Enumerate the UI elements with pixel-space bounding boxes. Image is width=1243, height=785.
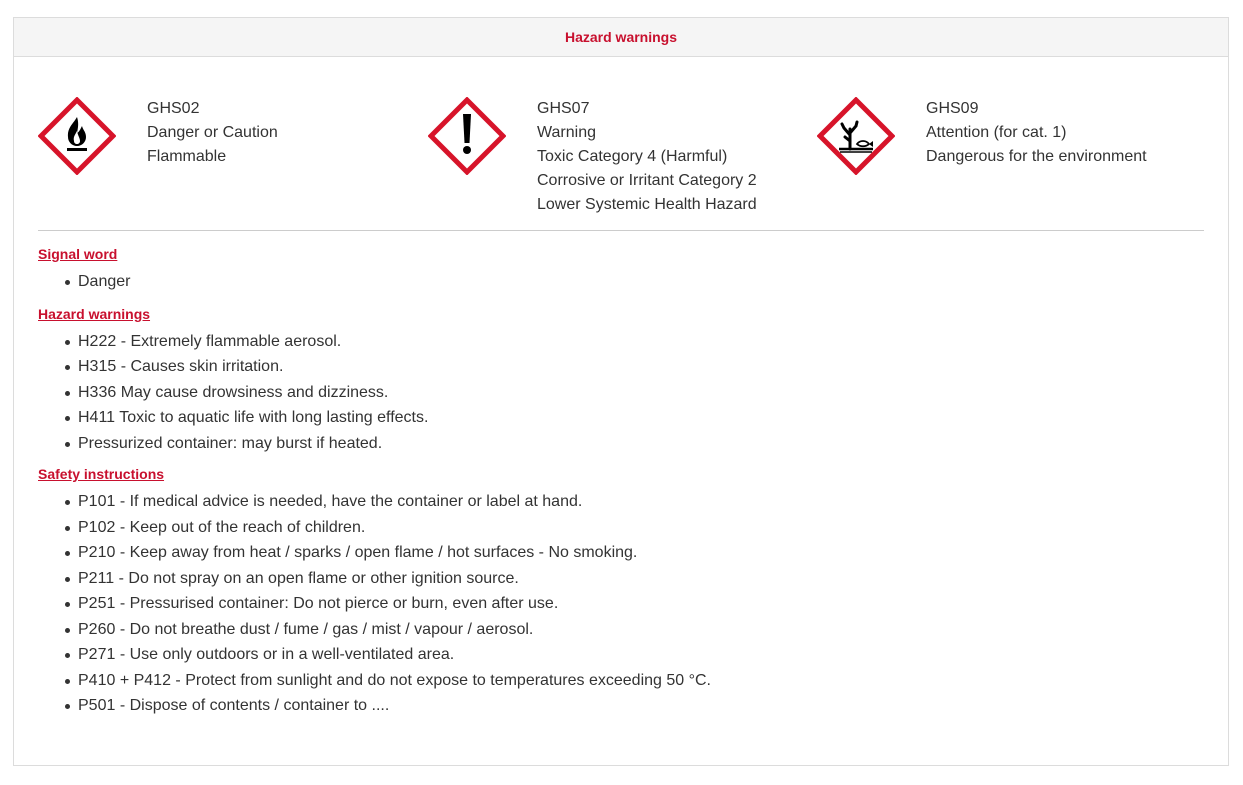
list-item: P251 - Pressurised container: Do not pierce or burn, even after use. [64,591,1204,617]
pictogram-code: GHS09 [926,100,979,117]
list-item: H222 - Extremely flammable aerosol. [64,329,1204,355]
list-item: H411 Toxic to aquatic life with long lasting effects. [64,405,1204,431]
list-item: P410 + P412 - Protect from sunlight and do not expose to temperatures exceeding 50 °C. [64,668,1204,694]
hazard-warnings-list [38,329,1204,457]
list-item: H336 May cause drowsiness and dizziness. [64,380,1204,406]
hazard-warnings-title: Hazard warnings [38,305,151,322]
safety-instructions-title: Safety instructions [38,466,165,482]
list-item: P101 - If medical advice is needed, have the container or label at hand. [64,489,1204,515]
hazard-panel [13,17,1229,766]
exclamation-mark-icon [428,97,506,175]
pictogram-line: Dangerous for the environment [926,148,1147,165]
list-item: P271 - Use only outdoors or in a well-ventilated area. [64,642,1204,668]
pictogram-code: GHS02 [147,100,200,117]
pictogram-line: Danger or Caution [147,124,278,141]
list-item: P260 - Do not breathe dust / fume / gas / mist / vapour / aerosol. [64,617,1204,643]
signal-word-title: Signal word [38,246,118,262]
flame-icon [38,97,116,175]
list-item: P102 - Keep out of the reach of children. [64,515,1204,541]
list-item: Pressurized container: may burst if heated. [64,431,1204,457]
signal-word-list [38,269,1204,295]
pictogram-text [926,97,1196,169]
signal-word-section [38,245,1204,295]
pictogram-line: Attention (for cat. 1) [926,124,1067,141]
pictogram-code: GHS07 [537,100,590,117]
safety-instructions-list [38,489,1204,719]
pictogram-line: Toxic Category 4 (Harmful) [537,148,728,165]
list-item: P210 - Keep away from heat / sparks / open flame / hot surfaces - No smoking. [64,540,1204,566]
environment-icon [817,97,895,175]
list-item: P211 - Do not spray on an open flame or other ignition source. [64,566,1204,592]
list-item: P501 - Dispose of contents / container to .... [64,693,1204,719]
list-item: H315 - Causes skin irritation. [64,354,1204,380]
details-section [38,231,1204,719]
safety-instructions-section [38,465,1204,719]
pictogram-line: Lower Systemic Health Hazard [537,196,757,213]
panel-title: Hazard warnings [564,29,678,45]
pictogram-text [147,97,417,169]
pictogram-row [38,57,1204,231]
hazard-warnings-section [38,305,1204,457]
pictogram-line: Warning [537,124,596,141]
list-item: Danger [64,269,1204,295]
pictogram-line: Flammable [147,148,227,165]
panel-header [14,18,1228,57]
pictogram-text [537,97,807,217]
pictogram-line: Corrosive or Irritant Category 2 [537,172,757,189]
